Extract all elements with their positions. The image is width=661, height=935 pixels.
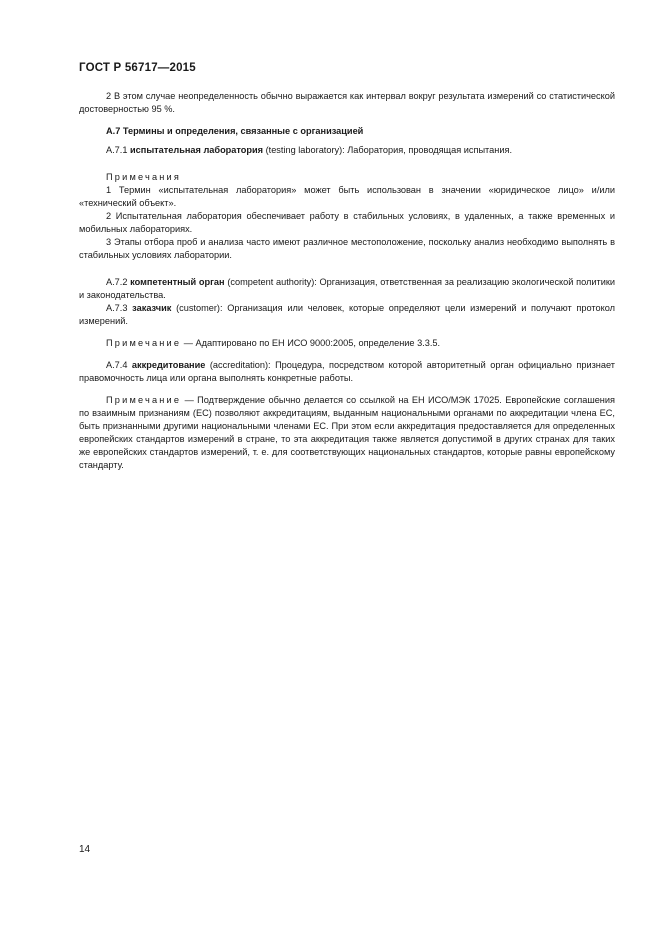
clause-a72 (79, 276, 615, 302)
note-text: — Адаптировано по ЕН ИСО 9000:2005, определение 3.3.5. (183, 338, 441, 348)
note-item: 3 Этапы отбора проб и анализа часто имеют различное местоположение, поскольку анализ необходимо выполнять в стабильных условиях лаборатории. (79, 237, 615, 260)
section-title: Термины и определения, связанные с организацией (122, 126, 364, 136)
section-a7-heading (79, 125, 615, 138)
note-label: Примечание (106, 338, 182, 348)
note-a74 (79, 394, 615, 472)
page-body (79, 90, 615, 472)
term: испытательная лаборатория (130, 145, 264, 155)
clause-number: А.7.3 (106, 303, 128, 313)
definition: (competent authority): Организация, ответственная за реализацию экологической политики и законодательства. (79, 277, 615, 300)
notes-heading: Примечания (106, 172, 182, 182)
note-text: — Подтверждение обычно делается со ссылкой на ЕН ИСО/МЭК 17025. Европейские соглашения по взаимным признаниям (ЕС) позволяют аккредитациям, выданным национальными органами по аккредитации члена ЕС, быть признанными другими национальными членами ЕС. При этом если аккредитация предоставляется для определенных европейских стандартов измерений в стране, то эта аккредитация также является допустимой в других странах для таких же европейских стандартов измерений, т. е. для соответствующих национальных стандартов, которые равны европейскому стандарту. (79, 395, 615, 470)
clause-number: А.7.4 (106, 360, 128, 370)
term: аккредитование (131, 360, 206, 370)
clause-a74 (79, 359, 615, 385)
definition: (customer): Организация или человек, которые определяют цели измерений и получают протокол измерений. (79, 303, 615, 326)
section-number: А.7 (106, 126, 121, 136)
term: компетентный орган (130, 277, 225, 287)
document-header: ГОСТ Р 56717—2015 (79, 62, 196, 74)
clause-a73 (79, 302, 615, 328)
definition: (testing laboratory): Лаборатория, проводящая испытания. (265, 145, 513, 155)
note-a73 (79, 337, 615, 350)
note-item: 1 Термин «испытательная лаборатория» может быть использован в значении «юридическое лицо» и/или «технический объект». (79, 185, 615, 208)
clause-number: А.7.2 (106, 277, 128, 287)
note-item: 2 Испытательная лаборатория обеспечивает работу в стабильных условиях, в удаленных, а также временных и мобильных лабораториях. (79, 211, 615, 234)
term: заказчик (132, 303, 172, 313)
clause-number: А.7.1 (106, 145, 128, 155)
page-number: 14 (79, 844, 91, 855)
definition: (accreditation): Процедура, посредством которой авторитетный орган официально признает правомочность лица или органа выполнять конкретные работы. (79, 360, 615, 383)
note-2-continuation: 2 В этом случае неопределенность обычно выражается как интервал вокруг результата измерений со статистической достоверностью 95 %. (79, 91, 615, 114)
note-label: Примечание (106, 395, 182, 405)
clause-a71 (79, 144, 615, 157)
